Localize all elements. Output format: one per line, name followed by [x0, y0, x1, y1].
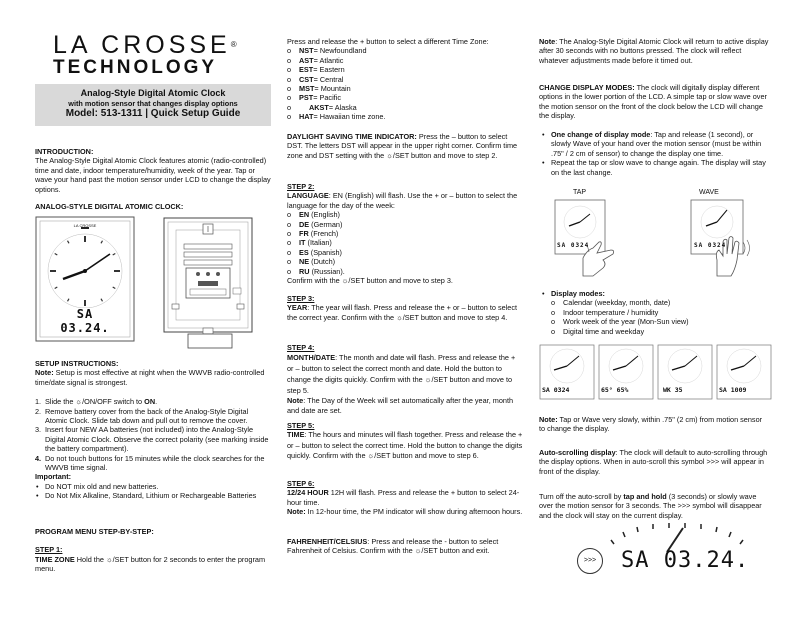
time-zone-item: o NST= Newfoundland	[287, 46, 523, 55]
step3-label: YEAR	[287, 303, 308, 313]
time-zone-item: o AKST= Alaska	[287, 103, 523, 112]
change-display-text: The clock will digitally display different options in the lower portion of the LCD. A simple tap or slow wave over the motion sensor on the front of the clock below the LCD will change the display.	[539, 83, 767, 121]
step6-section	[287, 479, 523, 517]
step4-text: : The month and date will flash. Press and release the + or – button to select the correct month and date. Hold the button to change the digits quickly. Confirm with the ☼/SET button and move to step 5.	[287, 353, 516, 396]
clock-section-heading: ANALOG-STYLE DIGITAL ATOMIC CLOCK:	[35, 202, 184, 211]
mode-clock	[716, 344, 772, 400]
auto-scroll-label: Auto-scrolling display	[539, 448, 616, 457]
dst-text: Press the – button to select DST. The letters DST will appear in the upper right corner. Confirm time zone and DST setting with the ☼/SET button and move to step 2.	[287, 132, 518, 160]
dst-label: DAYLIGHT SAVING TIME INDICATOR:	[287, 132, 417, 141]
fahrenheit-text: : Press and release the - button to select Fahrenheit of Celsius. Confirm with the ☼/SET button and exit.	[287, 537, 499, 556]
program-menu-section	[35, 527, 271, 574]
step2-section	[287, 182, 523, 285]
auto-scroll-lcd: SA 03.24.	[621, 548, 750, 573]
language-item: o NE (Dutch)	[287, 257, 523, 266]
product-title: Analog-Style Digital Atomic Clock	[80, 88, 226, 98]
fahrenheit-label: FAHRENHEIT/CELSIUS	[287, 537, 368, 546]
display-change-list	[541, 130, 769, 177]
auto-scroll-symbol: >>>	[577, 548, 603, 574]
auto-scroll-off: Turn off the auto-scroll by tap and hold (3 seconds) or slowly wave over the motion sensor for 3 seconds. The >>> symbol will disappear and the clock will stay on the current display.	[539, 492, 762, 520]
language-item: o IT (Italian)	[287, 238, 523, 247]
step4-note-text: : The Day of the Week will set automatically after the year, month and date are set.	[287, 396, 514, 415]
mode-clock-lcd: SA 0324	[542, 386, 570, 394]
motion-note-text: Tap or Wave very slowly, within .75" (2 cm) from motion sensor to change the display.	[539, 415, 763, 434]
step4-label: MONTH/DATE	[287, 353, 336, 363]
intro-heading: INTRODUCTION:	[35, 147, 94, 156]
display-mode-item: o Work week of the year (Mon-Sun view)	[551, 317, 769, 326]
setup-note-label: Note:	[35, 368, 54, 378]
mode-clocks-row	[539, 344, 771, 400]
step6-label: 12/24 HOUR	[287, 488, 329, 498]
step6-heading: STEP 6:	[287, 479, 315, 488]
setup-step: 1. Slide the ☼/ON/OFF switch to ON.	[35, 397, 158, 407]
language-item: o RU (Russian).	[287, 267, 523, 276]
step2-confirm: Confirm with the ☼/SET button and move to step 3.	[287, 276, 453, 286]
model-line: Model: 513-1311 | Quick Setup Guide	[65, 108, 241, 119]
auto-scroll-section	[539, 448, 769, 476]
time-zone-item: o MST= Mountain	[287, 84, 523, 93]
intro-body: The Analog-Style Digital Atomic Clock features atomic (radio-controlled) time and date, indoor temperature/humidity, week of the year. Tap or wave your hand past the motion sensor under LCD to change the display options.	[35, 156, 271, 194]
display-modes-list	[551, 298, 769, 336]
brand-logo	[53, 32, 273, 78]
step1-heading: STEP 1:	[35, 545, 63, 555]
setup-section	[35, 359, 271, 501]
time-zone-section	[287, 37, 523, 122]
step6-note-label: Note:	[287, 507, 306, 517]
timeout-note-text: : The Analog-Style Digital Atomic Clock will return to active display after 30 seconds with no buttons pressed. The clock will reflect whatever adjustments made before it timed out.	[539, 37, 769, 65]
step3-text: : The year will flash. Press and release the + or – button to select the correct year. Confirm with the ☼/SET button and move to step 4.	[287, 303, 518, 322]
step3-heading: STEP 3:	[287, 294, 315, 303]
step3-section	[287, 294, 523, 322]
dst-section	[287, 132, 523, 160]
step5-text: : The hours and minutes will flash together. Press and release the + or – button to select the correct time. Hold the button to change the digits quickly. Confirm with the ☼/SET button and move to step 6.	[287, 430, 523, 461]
timeout-note	[539, 37, 769, 65]
mode-clock	[539, 344, 595, 400]
change-display-section	[539, 83, 769, 121]
wave-illustration	[677, 198, 763, 278]
intro-section	[35, 147, 271, 194]
step2-heading: STEP 2:	[287, 182, 315, 191]
step6-text: 12H will flash. Press and release the + button to select 24-hour time.	[287, 488, 520, 507]
auto-scroll-text: : The clock will default to auto-scrolling through the display options. When in auto-scroll this symbol >>> will appear in front of the display.	[539, 448, 768, 476]
display-mode-item: o Indoor temperature / humidity	[551, 308, 769, 317]
product-title-box	[35, 84, 271, 126]
step2-text: : EN (English) will flash. Use the + or – button to select the language for the day of the week:	[287, 191, 518, 210]
setup-steps-list	[35, 397, 271, 472]
step5-label: TIME	[287, 430, 305, 440]
display-modes-section: • Display modes: o Calendar (weekday, month, date) o Indoor temperature / humidity o Work week of the year (Mon-Sun view) o Digital time and weekday	[541, 289, 769, 336]
timeout-note-label: Note	[539, 37, 556, 46]
step6-note-text: In 12-hour time, the PM indicator will show during afternoon hours.	[305, 507, 523, 517]
fahrenheit-section	[287, 537, 523, 556]
mode-clock	[657, 344, 713, 400]
tap-lcd: SA 0324	[557, 242, 590, 249]
display-mode-item: o Calendar (weekday, month, date)	[551, 298, 769, 307]
step5-heading: STEP 5:	[287, 421, 315, 430]
product-subtitle: with motion sensor that changes display options	[68, 99, 238, 108]
language-list	[287, 210, 523, 276]
time-zone-item: o CST= Central	[287, 75, 523, 84]
important-item: • Do NOT mix old and new batteries.	[35, 482, 271, 491]
language-item: o FR (French)	[287, 229, 523, 238]
logo-line1: LA CROSSE	[53, 31, 231, 59]
important-label: Important:	[35, 472, 72, 482]
time-zone-item: o PST= Pacific	[287, 93, 523, 102]
mode-clock	[598, 344, 654, 400]
logo-line2: TECHNOLOGY	[53, 57, 218, 78]
step2-label: LANGUAGE	[287, 191, 329, 201]
display-change-item: • One change of display mode: Tap and release (1 second), or slowly Wave of your hand over the motion sensor (must be within .75" / 2 cm of sensor) to change the display one time.	[541, 130, 769, 158]
step1-label: TIME ZONE	[35, 554, 75, 564]
tap-label: TAP	[573, 189, 587, 196]
clock-front-logo: LA CROSSE	[73, 223, 97, 228]
time-zone-intro: Press and release the + button to select a different Time Zone:	[287, 37, 489, 46]
step4-section	[287, 343, 523, 415]
mode-clock-lcd: 65° 65%	[601, 386, 629, 394]
language-item: o EN (English)	[287, 210, 523, 219]
time-zone-list	[287, 46, 523, 121]
time-zone-item: o AST= Atlantic	[287, 56, 523, 65]
step5-section	[287, 421, 523, 462]
step1-text: Hold the ☼/SET button for 2 seconds to enter the program menu.	[35, 554, 266, 574]
important-list	[35, 482, 271, 501]
tap-illustration	[553, 198, 633, 278]
program-menu-heading: PROGRAM MENU STEP-BY-STEP:	[35, 527, 154, 536]
mode-clock-lcd: WK 35	[663, 386, 683, 394]
motion-note	[539, 415, 769, 434]
setup-step: 4. Do not touch buttons for 15 minutes while the clock searches for the WWVB time signal.	[35, 453, 265, 473]
language-item: o ES (Spanish)	[287, 248, 523, 257]
change-display-label: CHANGE DISPLAY MODES:	[539, 83, 635, 92]
mode-clock-lcd: SA 1009	[719, 386, 747, 394]
setup-step: 3. Insert four NEW AA batteries (not included) into the Analog-Style Digital Atomic Clock. Observe the correct polarity (see marking inside the battery compartment).	[35, 425, 269, 454]
logo-registered-mark: ®	[230, 40, 237, 49]
wave-label: WAVE	[699, 189, 719, 196]
setup-heading: SETUP INSTRUCTIONS:	[35, 359, 119, 368]
language-item: o DE (German)	[287, 220, 523, 229]
clock-back-illustration	[148, 216, 268, 352]
motion-note-label: Note:	[539, 415, 558, 424]
time-zone-item: o HAT= Hawaiian time zone.	[287, 112, 523, 121]
clock-front-lcd: SA 03.24.	[60, 307, 110, 335]
time-zone-item: o EST= Eastern	[287, 65, 523, 74]
setup-note-text: Setup is most effective at night when the WWVB radio-controlled time/date signal is strongest.	[35, 368, 265, 387]
display-modes-label: Display modes	[551, 289, 603, 298]
step4-heading: STEP 4:	[287, 343, 315, 352]
display-change-item: • Repeat the tap or slow wave to change again. The display will stay on the last change.	[541, 158, 769, 177]
wave-lcd: SA 0324	[694, 242, 727, 249]
important-item: • Do Not Mix Alkaline, Standard, Lithium or Rechargeable Batteries	[35, 491, 271, 500]
display-mode-item: o Digital time and weekday	[551, 327, 769, 336]
setup-step: 2. Remove battery cover from the back of the Analog-Style Digital Atomic Clock. Slide tab down and pull out to remove the cover.	[35, 406, 249, 426]
step4-note-label: Note	[287, 396, 304, 406]
